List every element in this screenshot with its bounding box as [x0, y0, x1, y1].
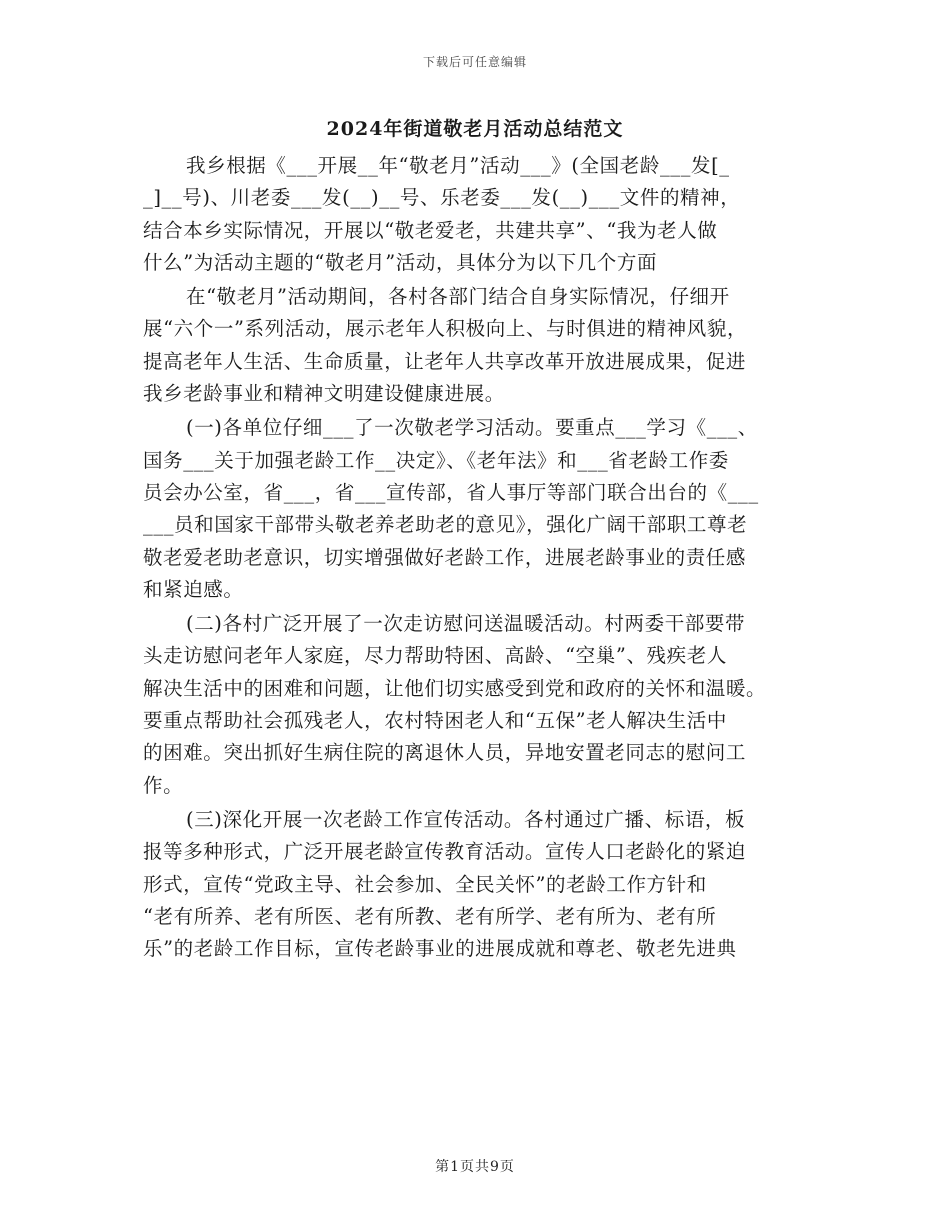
text-line: 国务___关于加强老龄工作__决定》、《老年法》和___省老龄工作委 [143, 448, 729, 472]
text-line: 解决生活中的困难和问题，让他们切实感受到党和政府的关怀和温暖。 [143, 676, 767, 700]
text-line: 和紧迫感。 [143, 577, 244, 601]
text-line: 展“六个一”系列活动，展示老年人积极向上、与时俱进的精神风貌， [143, 317, 748, 341]
text-line: _]__号)、川老委___发(__)__号、乐老委___发(__)___文件的精神， [143, 186, 741, 210]
text-line: 头走访慰问老年人家庭，尽力帮助特困、高龄、“空巢”、残疾老人 [143, 644, 727, 668]
text-line: 结合本乡实际情况，开展以“敬老爱老，共建共享”、“我为老人做 [143, 218, 718, 242]
text-line: 的困难。突出抓好生病住院的离退休人员，异地安置老同志的慰问工 [143, 741, 747, 765]
text-line: 作。 [143, 773, 184, 797]
text-line: 报等多种形式，广泛开展老龄宣传教育活动。宣传人口老龄化的紧迫 [143, 840, 747, 864]
text-line: 员会办公室，省___，省___宣传部，省人事厅等部门联合出台的《___ [143, 480, 759, 504]
text-line: (二)各村广泛开展了一次走访慰问送温暖活动。村两委干部要带 [186, 612, 746, 636]
text-line: 我乡老龄事业和精神文明建设健康进展。 [143, 382, 505, 406]
paragraph-5 [143, 804, 808, 965]
paragraph-1 [143, 150, 808, 279]
document-body [143, 150, 808, 965]
text-line: (三)深化开展一次老龄工作宣传活动。各村通过广播、标语，板 [186, 807, 746, 831]
page-footer: 第1页共9页 [435, 1159, 515, 1175]
paragraph-4 [143, 608, 808, 802]
document-title: 2024年街道敬老月活动总结范文 [326, 118, 624, 140]
paragraph-2 [143, 281, 808, 410]
text-line: “老有所养、老有所医、老有所教、老有所学、老有所为、老有所 [143, 904, 717, 928]
paragraph-3 [143, 412, 808, 606]
header-note: 下载后可任意编辑 [422, 55, 527, 69]
text-line: 形式，宣传“党政主导、社会参加、全民关怀”的老龄工作方针和 [143, 872, 707, 896]
text-line: 要重点帮助社会孤残老人，农村特困老人和“五保”老人解决生活中 [143, 709, 727, 733]
text-line: 我乡根据《___开展__年“敬老月”活动___》(全国老龄___发[_ [186, 154, 730, 177]
text-line: 敬老爱老助老意识，切实增强做好老龄工作，进展老龄事业的责任感 [143, 545, 747, 569]
text-line: 乐”的老龄工作目标，宣传老龄事业的进展成就和尊老、敬老先进典 [143, 937, 737, 961]
text-line: 什么”为活动主题的“敬老月”活动，具体分为以下几个方面 [143, 250, 658, 274]
text-line: ___员和国家干部带头敬老养老助老的意见》，强化广阔干部职工尊老 [143, 513, 748, 537]
text-line: (一)各单位仔细___了一次敬老学习活动。要重点___学习《___、 [186, 416, 758, 440]
text-line: 在“敬老月”活动期间，各村各部门结合自身实际情况，仔细开 [186, 285, 730, 309]
text-line: 提高老年人生活、生命质量，让老年人共享改革开放进展成果，促进 [143, 349, 747, 373]
